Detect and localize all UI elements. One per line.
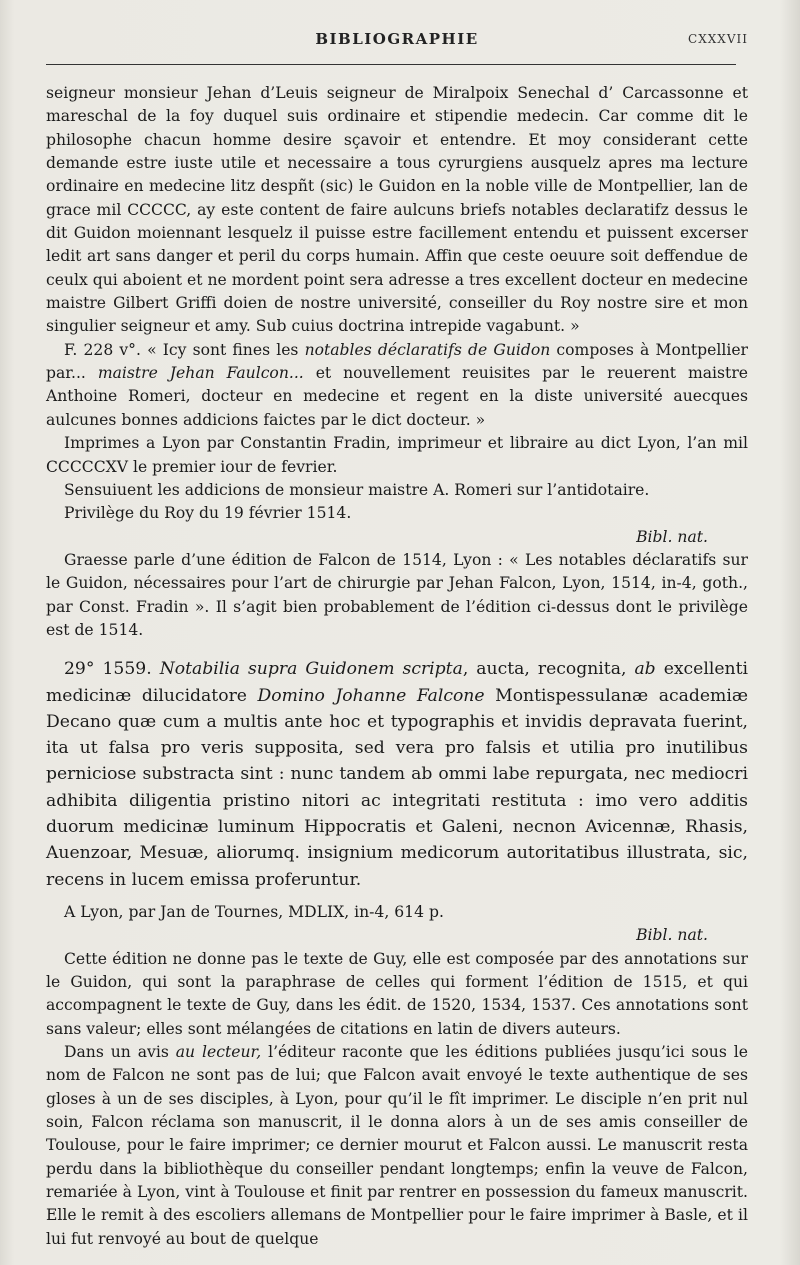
description-paragraph: Cette édition ne donne pas le texte de Guy, elle est composée par des annotations sur le Guidon, qui sont la paraphrase de celles qui forment l’édition de 1515, et qui accompagnent le texte de Guy, dans les édit. de 1520, 1534, 1537. Ces annotations sont sans valeur; elles sont mélangées de citations en latin de divers auteurs.	[46, 949, 748, 1038]
entry-title-text-3: Montispessulanæ academiæ Decano quæ cum a multis ante hoc et typographis et invidis depravata fuerint, ita ut falsa pro veris supposita, sed vera pro falsis et utilia pro inutilibus perniciose substracta sint : nunc tandem ab ommi labe repurgata, nec mediocri adhibita diligentia pristino nitori ac integritati restituta : imo vero additis duorum medicinæ luminum Hippocratis et Galeni, necnon Avicennæ, Rhasis, Auenzoar, Mesuæ, aliorumq. insignium medicorum autoritatibus illustrata, sic, recens in lucem emissa proferuntur.	[46, 685, 748, 890]
colophon-text-1: F. 228 v°. « Icy sont fines les	[64, 340, 305, 359]
running-title: BIBLIOGRAPHIE	[315, 30, 479, 48]
page-number: CXXXVII	[688, 32, 748, 46]
section-spacer	[46, 642, 748, 656]
colophon-text-2: composes à Montpellier par...	[46, 340, 749, 383]
library-location-2: Bibl. nat.	[636, 926, 708, 945]
addicions-note: Sensuiuent les addicions de monsieur maistre A. Romeri sur l’antidotaire.	[64, 480, 650, 499]
history-text-2: l’éditeur raconte que les éditions publiées jusqu’ici sous le nom de Falcon ne sont pas de lui; que Falcon avait envoyé le texte authentique de ses gloses à un de ses disciples, à Lyon, pour qu’il le fît imprimer. Le disciple n’en prit nul soin, Falcon réclama son manuscrit, il le donna alors à un de ses amis conseiller de Toulouse, pour le faire imprimer; ce dernier mourut et Falcon aussi. Le manuscrit resta perdu dans la bibliothèque du conseiller pendant longtemps; enfin la veuve de Falcon, remariée à Lyon, vint à Toulouse et finit par rentrer en possession du fameux manuscrit. Elle le remit à des escoliers allemans de Montpellier pour le faire imprimer à Basle, et il lui fut renvoyé au bout de quelque	[46, 1042, 748, 1248]
entry-title-text-2: excellenti medicinæ dilucidatore	[46, 659, 748, 706]
imprint-1559: A Lyon, par Jan de Tournes, MDLIX, in-4, 614 p.	[64, 902, 444, 921]
imprint-1515: Imprimes a Lyon par Constantin Fradin, imprimeur et libraire au dict Lyon, l’an mil CCCCCXV le premier iour de fevrier.	[46, 434, 748, 476]
page-body	[46, 82, 748, 1251]
library-location: Bibl. nat.	[636, 527, 708, 546]
entry-title-ab: ab	[634, 659, 656, 680]
colophon-author: maistre Jehan Faulcon...	[97, 364, 304, 383]
entry-number: 29° 1559.	[64, 659, 160, 680]
page-header	[46, 30, 748, 54]
colophon-title: notables déclaratifs de Guidon	[304, 340, 551, 359]
history-paragraph	[46, 1041, 748, 1251]
entry-work-title: Notabilia supra Guidonem scripta	[159, 659, 463, 680]
entry-title-name: Domino Johanne Falcone	[257, 685, 485, 706]
section-spacer-small	[46, 893, 748, 901]
history-italic: au lecteur,	[175, 1042, 262, 1061]
entry-title-text-1: , aucta, recognita,	[462, 659, 635, 680]
colophon-text-3: et nouvellement reuisites par le reuerent maistre Anthoine Romeri, docteur en medecine et regent en la diste université auecques aulcunes bonnes addicions faictes par le dict docteur. »	[46, 364, 749, 429]
privilege-note: Privilège du Roy du 19 février 1514.	[64, 504, 352, 523]
quote-continuation: seigneur monsieur Jehan d’Leuis seigneur de Miralpoix Senechal d’ Carcassonne et mareschal de la foy duquel suis ordinaire et stipendie medecin. Car comme dit le philosophe chacun homme desire sçavoir et entendre. Et moy considerant cette demande estre iuste utile et necessaire a tous cyrurgiens ausquelz apres ma lecture ordinaire en medecine litz despñt (sic) le Guidon en la noble ville de Montpellier, lan de grace mil CCCCC, ay este content de faire aulcuns briefs notables declaratifz dessus le dit Guidon moiennant lesquelz il puisse estre facillement entendu et puissent excerser ledit art sans danger et peril du corps humain. Affin que ceste oeuure soit deffendue de ceulx qui aboient et ne mordent point sera adresse a tres excellent docteur en medecine maistre Gilbert Griffi doien de nostre université, conseiller du Roy nostre sire et mon singulier seigneur et amy. Sub cuius doctrina intrepide vagabunt. »	[46, 84, 748, 336]
folio-colophon-quote	[46, 339, 748, 432]
graesse-paragraph: Graesse parle d’une édition de Falcon de 1514, Lyon : « Les notables déclaratifs sur le Guidon, nécessaires pour l’art de chirurgie par Jehan Falcon, Lyon, 1514, in-4, goth., par Const. Fradin ». Il s’agit bien probablement de l’édition ci-dessus dont le privilège est de 1514.	[46, 550, 748, 639]
history-text-1: Dans un avis	[64, 1042, 176, 1061]
entry-29-title	[46, 656, 748, 893]
header-rule	[46, 64, 736, 65]
